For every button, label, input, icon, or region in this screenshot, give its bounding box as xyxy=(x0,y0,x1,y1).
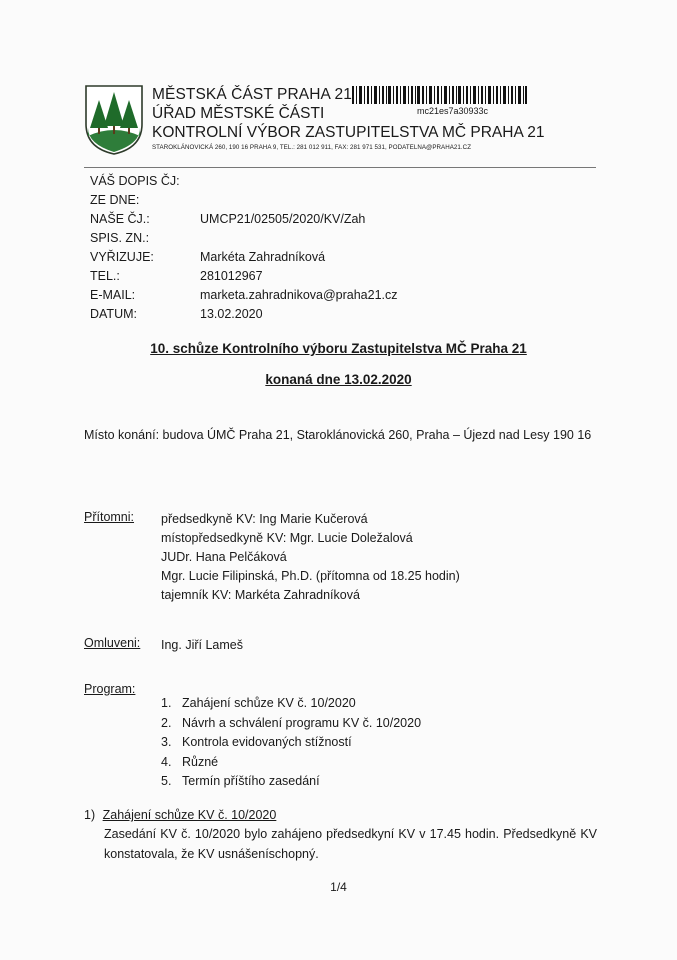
list-item: místopředsedkyně KV: Mgr. Lucie Doležalová xyxy=(161,531,413,545)
meta-row: VÁŠ DOPIS ČJ: xyxy=(90,174,180,188)
list-item: 3. Kontrola evidovaných stížností xyxy=(161,735,352,749)
section-1-body: Zasedání KV č. 10/2020 bylo zahájeno předsedkyní KV v 17.45 hodin. Předsedkyně KV konstatovala, že KV usnášeníschopný. xyxy=(104,827,597,861)
document-title: 10. schůze Kontrolního výboru Zastupitelstva MČ Praha 21 xyxy=(150,341,527,356)
program-list xyxy=(161,694,421,792)
meta-row: ZE DNE: xyxy=(90,193,140,207)
municipal-coat-of-arms-icon xyxy=(84,84,144,156)
meta-row: SPIS. ZN.: xyxy=(90,231,150,245)
meta-row: E-MAIL: marketa.zahradnikova@praha21.cz xyxy=(90,288,398,302)
excused-label: Omluveni: xyxy=(84,636,141,650)
header-committee: KONTROLNÍ VÝBOR ZASTUPITELSTVA MČ PRAHA 21 xyxy=(152,124,545,141)
list-item: JUDr. Hana Pelčáková xyxy=(161,550,287,564)
reference-block xyxy=(90,172,398,324)
header-municipality: MĚSTSKÁ ČÁST PRAHA 21 xyxy=(152,86,352,103)
list-item: tajemník KV: Markéta Zahradníková xyxy=(161,588,360,602)
meta-row: VYŘIZUJE: Markéta Zahradníková xyxy=(90,250,326,264)
present-label: Přítomni: xyxy=(84,510,135,524)
meeting-location: Místo konání: budova ÚMČ Praha 21, Staroklánovická 260, Praha – Újezd nad Lesy 190 16 xyxy=(84,428,592,442)
header-divider xyxy=(84,167,596,168)
barcode xyxy=(352,86,527,104)
document-subtitle: konaná dne 13.02.2020 xyxy=(265,372,412,387)
section-1-heading: 1) Zahájení schůze KV č. 10/2020 xyxy=(84,808,277,822)
meta-row: TEL.: 281012967 xyxy=(90,269,263,283)
list-item: 1. Zahájení schůze KV č. 10/2020 xyxy=(161,696,356,710)
excused-value: Ing. Jiří Lameš xyxy=(161,638,243,652)
page-number: 1/4 xyxy=(330,880,347,894)
header-office: ÚŘAD MĚSTSKÉ ČÁSTI xyxy=(152,105,325,122)
list-item: 4. Různé xyxy=(161,754,219,769)
program-label: Program: xyxy=(84,682,136,696)
meta-row: NAŠE ČJ.: UMCP21/02505/2020/KV/Zah xyxy=(90,212,366,226)
meta-row: DATUM: 13.02.2020 xyxy=(90,307,263,321)
list-item: 5. Termín příštího zasedání xyxy=(161,774,320,788)
header-address: STAROKLÁNOVICKÁ 260, 190 16 PRAHA 9, TEL.: 281 012 911, FAX: 281 971 531, PODATELNA@PRAHA21.CZ xyxy=(152,144,472,151)
present-list xyxy=(161,510,460,605)
barcode-text: mc21es7a30933c xyxy=(417,106,489,116)
list-item: 2. Návrh a schválení programu KV č. 10/2020 xyxy=(161,715,422,730)
list-item: Mgr. Lucie Filipinská, Ph.D. (přítomna od 18.25 hodin) xyxy=(161,569,460,583)
list-item: předsedkyně KV: Ing Marie Kučerová xyxy=(161,512,368,526)
